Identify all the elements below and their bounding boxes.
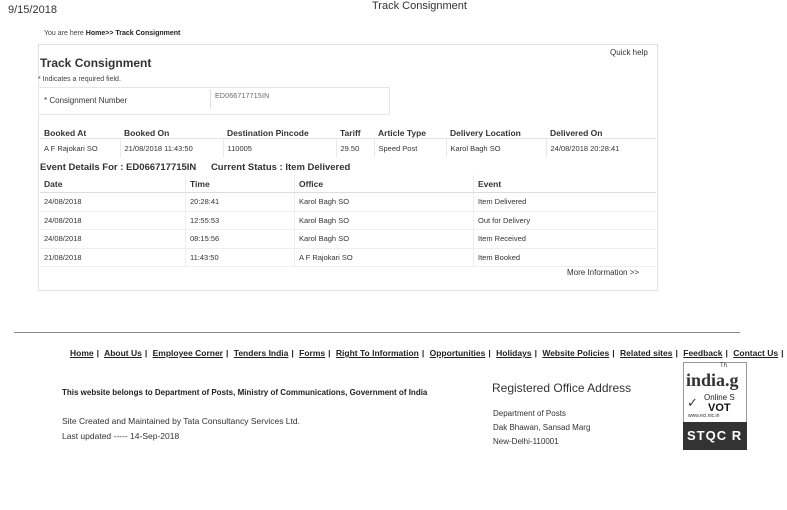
last-updated: Last updated ----- 14-Sep-2018 [62, 431, 180, 441]
summary-header-row [40, 118, 656, 139]
footer-separator: | [144, 348, 148, 358]
event-office: Karol Bagh SO [295, 211, 474, 230]
footer-separator: | [725, 348, 728, 358]
event-time: 08:15:56 [186, 230, 295, 249]
footer-separator: | [534, 348, 537, 358]
india-gov-badge-text: india.g [686, 370, 739, 390]
event-date: 24/08/2018 [40, 193, 186, 212]
stqc-badge[interactable] [683, 422, 747, 450]
summary-header-delivery-location: Delivery Location [446, 118, 546, 139]
events-header-row [40, 175, 656, 193]
footer-separator: | [96, 348, 100, 358]
summary-tariff: 29.50 [336, 139, 374, 158]
vote-badge-url: www.eci.nic.in [688, 413, 720, 419]
consignment-divider [210, 89, 211, 109]
footer-link-feedback[interactable]: Feedback [683, 348, 723, 358]
events-header-office: Office [295, 175, 474, 193]
footer-link-forms[interactable]: Forms [299, 348, 326, 358]
booking-summary-table [40, 118, 656, 157]
footer-separator: | [226, 348, 229, 358]
footer-link-opportunities[interactable]: Opportunities [429, 348, 486, 358]
event-time: 11:43:50 [186, 248, 295, 267]
footer-link-tenders-india[interactable]: Tenders India [233, 348, 289, 358]
address-line-3: New-Delhi-110001 [493, 437, 559, 446]
summary-delivered-on: 24/08/2018 20:28:41 [550, 143, 620, 153]
summary-booked-at: A F Rajokari SO [40, 139, 120, 158]
summary-header-destination-pincode: Destination Pincode [223, 118, 336, 139]
footer-separator: | [488, 348, 491, 358]
consignment-number-field[interactable]: ED066717715IN [215, 93, 270, 100]
summary-row [40, 139, 656, 158]
footer-link-contact-us[interactable]: Contact Us [733, 348, 779, 358]
summary-header-booked-on: Booked On [120, 118, 223, 139]
breadcrumb [44, 30, 180, 37]
consignment-number-label: * Consignment Number [44, 96, 128, 105]
site-credits: Site Created and Maintained by Tata Consultancy Services Ltd. [62, 416, 300, 426]
footer-link-website-policies[interactable]: Website Policies [542, 348, 610, 358]
event-office: A F Rajokari SO [295, 248, 474, 267]
registered-office-title: Registered Office Address [492, 381, 632, 395]
summary-destination-pincode: 110005 [223, 139, 336, 158]
footer-separator: | [421, 348, 425, 358]
footer-separator: | [675, 348, 678, 358]
event-time: 20:28:41 [186, 193, 295, 212]
footer-link-employee-corner[interactable]: Employee Corner [152, 348, 223, 358]
event-time: 12:55:53 [186, 211, 295, 230]
summary-header-booked-at: Booked At [40, 118, 120, 139]
footer-link-about-us[interactable]: About Us [104, 348, 142, 358]
vote-badge-line2: VOT [708, 402, 731, 414]
site-ownership-note: This website belongs to Department of Posts, Ministry of Communications, Government of India [62, 388, 428, 397]
india-gov-badge[interactable] [683, 362, 747, 394]
footer-separator: | [781, 348, 784, 358]
breadcrumb-separator: >> [105, 30, 114, 37]
table-row [40, 211, 656, 230]
event-date: 24/08/2018 [40, 230, 186, 249]
stqc-badge-text: STQC R [687, 428, 743, 443]
address-line-2: Dak Bhawan, Sansad Marg [493, 423, 591, 432]
event-office: Karol Bagh SO [295, 193, 474, 212]
summary-header-tariff: Tariff [336, 118, 374, 139]
summary-booked-on: 21/08/2018 11:43:50 [120, 139, 223, 158]
event-description: Out for Delivery [474, 211, 657, 230]
summary-header-delivered-on: Delivered On [546, 118, 656, 139]
current-status: Current Status : Item Delivered [210, 162, 351, 173]
footer-nav [70, 348, 787, 358]
event-description: Item Received [474, 230, 657, 249]
footer-divider [14, 332, 740, 333]
table-row [40, 193, 656, 212]
summary-delivery-location: Karol Bagh SO [446, 139, 546, 158]
event-description: Item Delivered [474, 193, 657, 212]
event-description: Item Booked [474, 248, 657, 267]
breadcrumb-home-link[interactable]: Home [85, 30, 106, 37]
required-field-note: * Indicates a required field. [38, 76, 121, 83]
table-row [40, 248, 656, 267]
quick-help-link[interactable]: Quick help [610, 48, 648, 57]
india-gov-badge-caption: Th [720, 363, 728, 369]
event-office: Karol Bagh SO [295, 230, 474, 249]
footer-separator: | [291, 348, 294, 358]
footer-separator: | [328, 348, 331, 358]
summary-header-article-type: Article Type [374, 118, 446, 139]
ballot-check-icon: ✓ [687, 395, 698, 410]
print-date: 9/15/2018 [8, 4, 57, 16]
event-details-label: Event Details For : ED066717715IN [40, 162, 197, 173]
address-line-1: Department of Posts [493, 409, 566, 418]
breadcrumb-prefix: You are here [44, 30, 84, 37]
events-header-date: Date [40, 175, 186, 193]
page-title: Track Consignment [40, 56, 152, 70]
more-information-link[interactable]: More Information >> [567, 268, 640, 277]
footer-link-related-sites[interactable]: Related sites [620, 348, 673, 358]
event-date: 24/08/2018 [40, 211, 186, 230]
vote-badge-line1: Online S [704, 393, 735, 402]
footer-link-holidays[interactable]: Holidays [496, 348, 532, 358]
event-details-heading [40, 162, 362, 173]
event-date: 21/08/2018 [40, 248, 186, 267]
online-vote-badge[interactable] [683, 392, 747, 423]
events-header-event: Event [474, 175, 657, 193]
footer-link-rti[interactable]: Right To Information [335, 348, 419, 358]
summary-article-type: Speed Post [374, 139, 446, 158]
table-row [40, 230, 656, 249]
footer-separator: | [612, 348, 615, 358]
breadcrumb-current: Track Consignment [115, 30, 181, 37]
print-title: Track Consignment [372, 0, 467, 12]
footer-link-home[interactable]: Home [70, 348, 94, 358]
events-header-time: Time [186, 175, 295, 193]
event-details-table [40, 175, 656, 267]
